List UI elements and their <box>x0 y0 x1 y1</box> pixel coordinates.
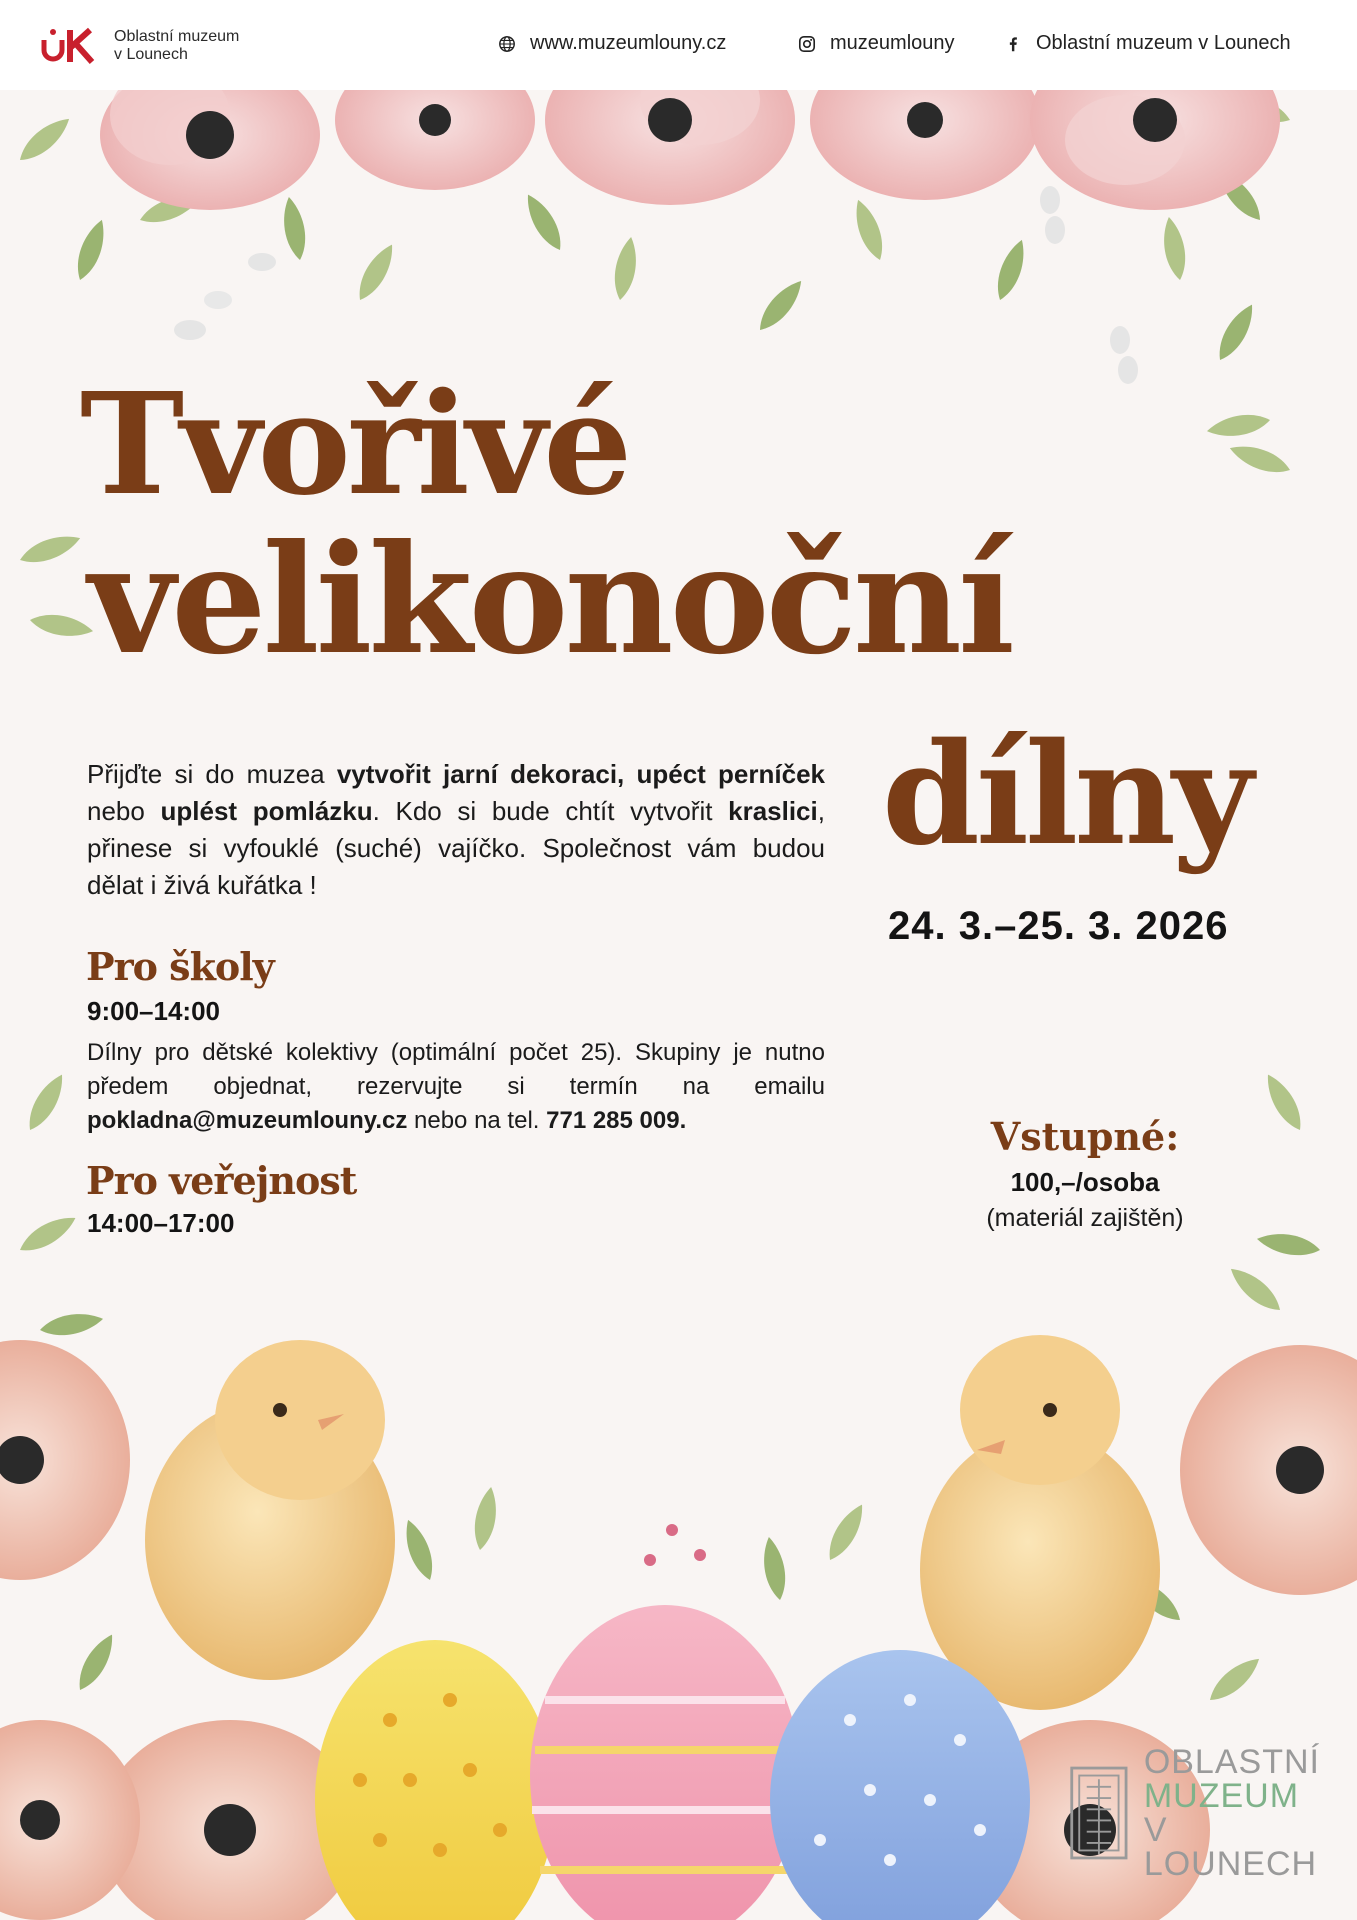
museum-emblem-icon <box>1068 1761 1130 1865</box>
intro-paragraph <box>87 756 825 904</box>
intro-text-4: , přinese si vyfouklé (suché) vajíčko. Společnost vám budou dělat i živá kuřátka ! <box>87 796 825 900</box>
schools-desc-text: Dílny pro dětské kolektivy (optimální počet 25). Skupiny je nutno předem objednat, rezervujte si termín na emailu <box>87 1039 825 1100</box>
intro-bold-1: vytvořit jarní dekoraci, upéct perníček <box>336 759 825 789</box>
facebook-link-label: Oblastní muzeum v Lounech <box>1036 32 1291 54</box>
globe-icon <box>498 35 516 53</box>
yellow-egg <box>315 1640 555 1920</box>
admission-heading: Vstupné: <box>990 1114 1180 1159</box>
logo-text-line2: v Lounech <box>114 46 188 63</box>
title-line-2: velikonoční <box>88 512 1012 688</box>
title-line-1: Tvořivé <box>80 363 629 527</box>
instagram-icon <box>798 35 816 53</box>
facebook-link[interactable] <box>1004 32 1291 55</box>
intro-bold-2: uplést pomlázku <box>160 796 373 826</box>
website-link-label: www.muzeumlouny.cz <box>530 32 727 54</box>
admission-note: (materiál zajištěn) <box>986 1204 1184 1232</box>
phone-number[interactable]: 771 285 009. <box>546 1107 687 1134</box>
chick-right <box>920 1335 1160 1710</box>
title-line-3: dílny <box>882 713 1250 877</box>
schools-desc-mid: nebo na tel. <box>407 1107 547 1134</box>
facebook-icon <box>1004 35 1022 53</box>
intro-text-2: nebo <box>87 796 161 826</box>
chick-left <box>145 1340 395 1680</box>
museum-stamp-logo <box>1068 1743 1338 1883</box>
stamp-line-1: OBLASTNÍ <box>1143 1743 1320 1781</box>
event-date: 24. 3.–25. 3. 2026 <box>888 904 1229 948</box>
museum-logo[interactable] <box>40 26 239 66</box>
instagram-link-label: muzeumlouny <box>830 32 955 54</box>
schools-description <box>87 1036 825 1138</box>
logo-text-line1: Oblastní muzeum <box>114 28 240 45</box>
stamp-line-3: V LOUNECH <box>1143 1811 1318 1883</box>
intro-text-1: Přijďte si do muzea <box>87 759 337 789</box>
intro-text-3: . Kdo si bude chtít vytvořit <box>372 796 729 826</box>
header-bar <box>0 0 1357 90</box>
pink-egg <box>530 1524 800 1920</box>
instagram-link[interactable] <box>798 32 955 55</box>
uk-logo-icon <box>40 26 102 66</box>
schools-time: 9:00–14:00 <box>87 996 220 1026</box>
admission-block <box>940 1114 1230 1233</box>
public-heading: Pro veřejnost <box>86 1158 357 1203</box>
admission-price: 100,–/osoba <box>1010 1167 1160 1197</box>
logo-text <box>114 28 239 64</box>
website-link[interactable] <box>498 32 726 55</box>
email-link[interactable]: pokladna@muzeumlouny.cz <box>87 1107 408 1134</box>
museum-stamp-text <box>1144 1745 1338 1881</box>
intro-bold-3: kraslici <box>728 796 818 826</box>
public-time: 14:00–17:00 <box>87 1208 235 1238</box>
stamp-line-2: MUZEUM <box>1143 1777 1300 1815</box>
schools-heading: Pro školy <box>86 944 274 989</box>
